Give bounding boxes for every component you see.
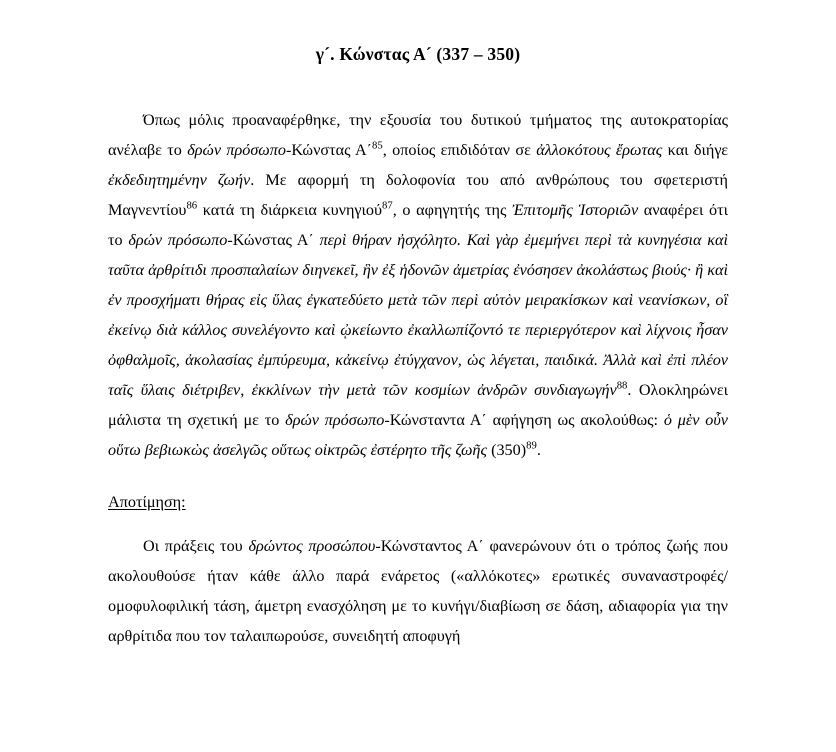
text-run: -Κώνστας Α΄: [285, 141, 373, 159]
italic-run-dron-prosopo-1: δρών πρόσωπο: [187, 141, 286, 159]
text-run: Όπως μόλις προαναφέρθηκε, την εξουσία του δυτικού τμήματος της αυτοκρατορίας ανέλαβε το: [108, 111, 728, 159]
paragraph-konstas-narrative: [108, 105, 728, 465]
spacer: [108, 465, 728, 487]
paragraph-clip-region: [108, 531, 728, 651]
text-run: -Κώνσταντα Α΄ αφήγηση ως ακολούθως:: [384, 411, 664, 429]
italic-run-allokotous-erotas: ἀλλοκότους ἔρωτας: [536, 141, 663, 159]
italic-run-drontos-prosopou: δρώντος προσώπου: [248, 537, 376, 555]
italic-run-quote-o-men-oun: ὁ μὲν οὖν οὕτω βεβιωκὼς ἀσελγῶς οὕτως οἰκτρῶς ἐστέρητο τῆς ζωῆς: [108, 411, 728, 459]
text-run: -Κώνσταντος Α΄ φανερώνουν ότι ο τρόπος ζωής που ακολουθούσε ήταν κάθε άλλο παρά ενάρετος («αλλόκοτες» ερωτικές συναναστροφές/ομοφυλοφιλική τάση, άμετρη ενασχόληση με το κυνήγι/διαβίωση σε δάση, αδιαφορία για την αρθρίτιδα που τον ταλαιπωρούσε, συνειδητή αποφυγή: [108, 537, 728, 645]
text-run: Οι πράξεις του: [143, 537, 249, 555]
text-run: . Ολοκληρώνει μάλιστα τη σχετική με το: [108, 381, 728, 429]
section-heading-apotimisi: [108, 487, 728, 517]
footnote-marker-88[interactable]: 88: [616, 379, 628, 392]
text-run: (350): [487, 441, 527, 459]
text-run: . Με αφορμή τη δολοφονία του από ανθρώπους του σφετεριστή Μαγνεντίου: [108, 171, 729, 219]
section-heading-label: Αποτίμηση:: [108, 493, 186, 511]
text-run: κατά τη διάρκεια κυνηγιού: [197, 201, 383, 219]
text-run: .: [536, 441, 541, 459]
document-body: [108, 105, 728, 651]
footnote-marker-85[interactable]: 85: [372, 139, 383, 152]
italic-run-ekdediitimenin-zoin: ἐκδεδιητημένην ζωήν: [108, 171, 251, 189]
paragraph-apotimisi-body: [108, 531, 728, 651]
italic-run-epitomis-istorion: Ἐπιτομῆς Ἱστοριῶν: [512, 201, 639, 219]
italic-run-dron-prosopo-2: δρών πρόσωπο: [128, 231, 228, 249]
footnote-marker-89[interactable]: 89: [526, 439, 537, 452]
footnote-marker-87[interactable]: 87: [382, 199, 393, 212]
text-run: αναφέρει ότι το: [108, 201, 729, 249]
spacer: [108, 517, 728, 531]
text-run: και διήγε: [662, 141, 728, 159]
italic-run-dron-prosopo-3: δρών πρόσωπο: [285, 411, 385, 429]
text-run: , ο αφηγητής της: [392, 201, 513, 219]
footnote-marker-86[interactable]: 86: [186, 199, 198, 212]
text-run: -Κώνστας Α΄: [227, 231, 320, 249]
italic-run-quote-peri-thiran: περὶ θήραν ἠσχόλητο. Καὶ γὰρ ἐμεμήνει περὶ τὰ κυνηγέσια καὶ ταῦτα ἀρθρίτιδι προσπαλαίων διηνεκεῖ, ἣν ἐξ ἡδονῶν ἀμετρίας ἐνόσησεν ἀκολάστως βιούς· ἢ καὶ ἐν προσχήματι θήρας εἰς ὕλας ἐγκατεδύετο μετὰ τῶν περὶ αὐτὸν μειρακίσκων καὶ νεανίσκων, οἳ ἐκείνῳ διὰ κάλλος συνελέγοντο καὶ ᾠκείωντο ἐκαλλωπίζοντό τε περιεργότερον καὶ λίχνοις ἦσαν ὀφθαλμοῖς, ἀκολασίας ἐμπύρευμα, κἀκείνῳ ἐτύγχανον, ὡς λέγεται, παιδικά. Ἀλλὰ καὶ ἐπὶ πλέον ταῖς ὕλαις διέτριβεν, ἐκκλίνων τὴν μετὰ τῶν κοσμίων ἀνδρῶν συνδιαγωγήν: [108, 231, 728, 399]
page-title: γ´. Κώνστας Α´ (337 – 350): [315, 44, 521, 64]
text-run: , οποίος επιδιδόταν σε: [382, 141, 537, 159]
